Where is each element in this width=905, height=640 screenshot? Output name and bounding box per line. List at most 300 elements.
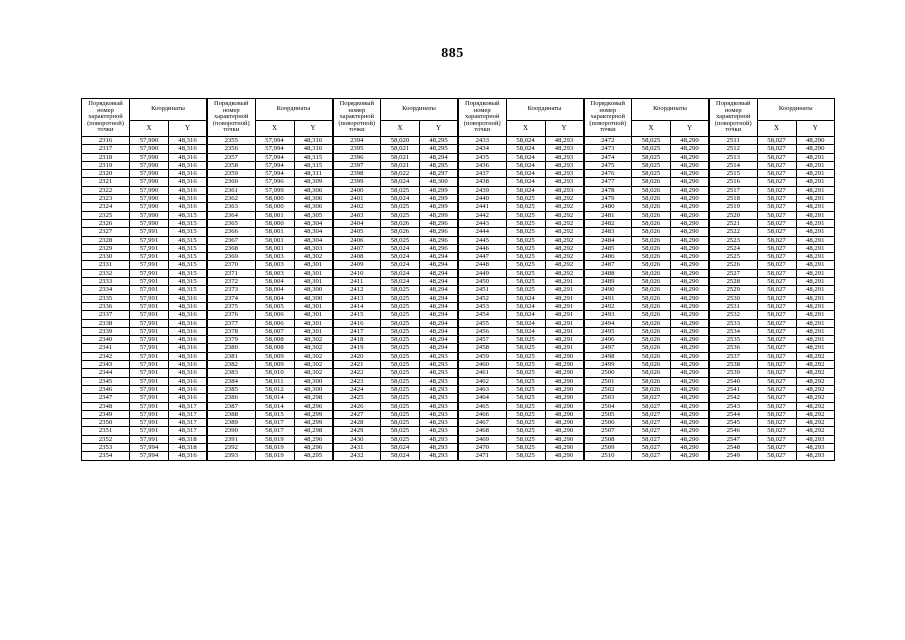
y-coordinate-cell: 48,316 bbox=[169, 352, 208, 360]
y-coordinate-cell: 48,290 bbox=[545, 369, 584, 377]
point-number-cell: 2511 bbox=[709, 137, 757, 145]
x-coordinate-cell: 58,024 bbox=[381, 443, 420, 451]
x-coordinate-cell: 58,024 bbox=[381, 261, 420, 269]
y-coordinate-cell: 48,306 bbox=[294, 186, 333, 194]
table-row bbox=[82, 261, 835, 269]
point-number-cell: 2458 bbox=[458, 344, 506, 352]
x-coordinate-cell: 58,015 bbox=[255, 410, 294, 418]
y-coordinate-cell: 48,317 bbox=[169, 419, 208, 427]
x-coordinate-cell: 57,991 bbox=[130, 319, 169, 327]
y-coordinate-cell: 48,309 bbox=[294, 178, 333, 186]
point-number-cell: 2536 bbox=[709, 344, 757, 352]
point-number-cell: 2345 bbox=[82, 377, 130, 385]
point-number-cell: 2404 bbox=[333, 219, 381, 227]
point-number-cell: 2352 bbox=[82, 435, 130, 443]
point-number-cell: 2548 bbox=[709, 443, 757, 451]
coordinates-table bbox=[81, 98, 835, 461]
y-coordinate-cell: 48,291 bbox=[545, 294, 584, 302]
y-coordinate-cell: 48,290 bbox=[545, 385, 584, 393]
y-coordinate-cell: 48,315 bbox=[169, 236, 208, 244]
point-number-cell: 2498 bbox=[584, 352, 632, 360]
x-coordinate-cell: 58,027 bbox=[757, 427, 796, 435]
x-coordinate-cell: 58,027 bbox=[757, 286, 796, 294]
y-coordinate-cell: 48,291 bbox=[545, 336, 584, 344]
y-coordinate-cell: 48,291 bbox=[545, 302, 584, 310]
y-coordinate-cell: 48,317 bbox=[169, 427, 208, 435]
table-row bbox=[82, 385, 835, 393]
point-number-cell: 2405 bbox=[333, 228, 381, 236]
y-coordinate-cell: 48,290 bbox=[671, 369, 710, 377]
y-coordinate-cell: 48,293 bbox=[545, 170, 584, 178]
point-number-cell: 2488 bbox=[584, 269, 632, 277]
x-coordinate-cell: 58,026 bbox=[632, 327, 671, 335]
point-number-cell: 2477 bbox=[584, 178, 632, 186]
x-coordinate-cell: 58,025 bbox=[506, 344, 545, 352]
table-row bbox=[82, 178, 835, 186]
y-coordinate-cell: 48,306 bbox=[294, 203, 333, 211]
y-coordinate-cell: 48,299 bbox=[294, 419, 333, 427]
x-coordinate-cell: 57,991 bbox=[130, 377, 169, 385]
x-coordinate-cell: 58,025 bbox=[381, 361, 420, 369]
x-coordinate-cell: 58,026 bbox=[381, 219, 420, 227]
point-number-cell: 2457 bbox=[458, 336, 506, 344]
point-number-cell: 2515 bbox=[709, 170, 757, 178]
y-coordinate-cell: 48,304 bbox=[294, 228, 333, 236]
x-coordinate-cell: 58,025 bbox=[381, 286, 420, 294]
x-coordinate-cell: 58,025 bbox=[506, 402, 545, 410]
point-number-cell: 2351 bbox=[82, 427, 130, 435]
y-coordinate-cell: 48,297 bbox=[420, 170, 459, 178]
point-number-cell: 2430 bbox=[333, 435, 381, 443]
point-number-cell: 2354 bbox=[82, 452, 130, 460]
y-coordinate-cell: 48,292 bbox=[545, 211, 584, 219]
x-coordinate-cell: 58,025 bbox=[506, 369, 545, 377]
point-number-cell: 2322 bbox=[82, 186, 130, 194]
y-coordinate-cell: 48,316 bbox=[169, 385, 208, 393]
y-coordinate-cell: 48,291 bbox=[796, 236, 835, 244]
y-coordinate-cell: 48,316 bbox=[169, 377, 208, 385]
point-number-cell: 2413 bbox=[333, 294, 381, 302]
point-number-cell: 2505 bbox=[584, 410, 632, 418]
y-coordinate-cell: 48,296 bbox=[420, 219, 459, 227]
y-coordinate-cell: 48,290 bbox=[671, 427, 710, 435]
x-coordinate-cell: 58,025 bbox=[381, 427, 420, 435]
point-number-cell: 2462 bbox=[458, 377, 506, 385]
x-coordinate-cell: 58,003 bbox=[255, 261, 294, 269]
y-coordinate-cell: 48,290 bbox=[671, 178, 710, 186]
y-coordinate-cell: 48,294 bbox=[420, 153, 459, 161]
point-number-cell: 2436 bbox=[458, 161, 506, 169]
y-coordinate-cell: 48,290 bbox=[671, 402, 710, 410]
point-number-cell: 2412 bbox=[333, 286, 381, 294]
y-coordinate-cell: 48,292 bbox=[545, 261, 584, 269]
y-coordinate-cell: 48,305 bbox=[294, 211, 333, 219]
y-coordinate-cell: 48,292 bbox=[545, 269, 584, 277]
point-number-cell: 2316 bbox=[82, 137, 130, 145]
x-coordinate-cell: 57,991 bbox=[130, 244, 169, 252]
x-coordinate-cell: 58,010 bbox=[255, 369, 294, 377]
point-number-cell: 2453 bbox=[458, 302, 506, 310]
y-coordinate-cell: 48,316 bbox=[169, 170, 208, 178]
y-coordinate-cell: 48,318 bbox=[169, 435, 208, 443]
y-coordinate-cell: 48,293 bbox=[420, 394, 459, 402]
x-coordinate-cell: 58,025 bbox=[381, 419, 420, 427]
point-number-cell: 2333 bbox=[82, 278, 130, 286]
point-number-cell: 2402 bbox=[333, 203, 381, 211]
y-coordinate-cell: 48,316 bbox=[169, 327, 208, 335]
point-number-cell: 2323 bbox=[82, 195, 130, 203]
y-coordinate-cell: 48,301 bbox=[294, 327, 333, 335]
table-row bbox=[82, 443, 835, 451]
point-number-cell: 2353 bbox=[82, 443, 130, 451]
y-coordinate-cell: 48,293 bbox=[796, 452, 835, 460]
x-coordinate-cell: 58,025 bbox=[632, 170, 671, 178]
y-coordinate-cell: 48,306 bbox=[294, 195, 333, 203]
y-coordinate-cell: 48,290 bbox=[671, 327, 710, 335]
y-coordinate-cell: 48,301 bbox=[294, 302, 333, 310]
point-number-cell: 2426 bbox=[333, 402, 381, 410]
y-coordinate-cell: 48,294 bbox=[420, 294, 459, 302]
y-coordinate-cell: 48,290 bbox=[671, 352, 710, 360]
x-coordinate-cell: 58,021 bbox=[381, 161, 420, 169]
y-coordinate-cell: 48,290 bbox=[671, 137, 710, 145]
point-number-cell: 2408 bbox=[333, 253, 381, 261]
point-number-cell: 2330 bbox=[82, 253, 130, 261]
y-coordinate-cell: 48,291 bbox=[545, 327, 584, 335]
y-coordinate-cell: 48,290 bbox=[671, 377, 710, 385]
x-coordinate-cell: 58,025 bbox=[381, 435, 420, 443]
x-coordinate-cell: 58,025 bbox=[632, 145, 671, 153]
y-coordinate-cell: 48,292 bbox=[545, 219, 584, 227]
x-coordinate-cell: 58,027 bbox=[757, 336, 796, 344]
point-number-header: Порядковый номер характерной (поворотной) точки bbox=[458, 99, 506, 137]
table-row bbox=[82, 369, 835, 377]
y-coordinate-cell: 48,315 bbox=[169, 219, 208, 227]
y-coordinate-cell: 48,291 bbox=[796, 253, 835, 261]
y-coordinate-cell: 48,291 bbox=[796, 286, 835, 294]
y-coordinate-cell: 48,316 bbox=[169, 344, 208, 352]
x-coordinate-cell: 58,027 bbox=[757, 261, 796, 269]
y-coordinate-cell: 48,290 bbox=[671, 286, 710, 294]
x-coordinate-cell: 58,024 bbox=[506, 153, 545, 161]
table-row bbox=[82, 170, 835, 178]
point-number-cell: 2428 bbox=[333, 419, 381, 427]
x-coordinate-cell: 57,990 bbox=[130, 203, 169, 211]
point-number-cell: 2438 bbox=[458, 178, 506, 186]
point-number-cell: 2545 bbox=[709, 419, 757, 427]
y-coordinate-cell: 48,316 bbox=[169, 186, 208, 194]
y-coordinate-cell: 48,290 bbox=[671, 228, 710, 236]
x-coordinate-cell: 58,026 bbox=[632, 211, 671, 219]
x-coordinate-cell: 57,991 bbox=[130, 286, 169, 294]
point-number-cell: 2337 bbox=[82, 311, 130, 319]
table-row bbox=[82, 145, 835, 153]
y-coordinate-cell: 48,292 bbox=[796, 394, 835, 402]
x-column-header: X bbox=[506, 121, 545, 137]
x-coordinate-cell: 58,001 bbox=[255, 228, 294, 236]
point-number-cell: 2431 bbox=[333, 443, 381, 451]
y-coordinate-cell: 48,290 bbox=[671, 269, 710, 277]
y-coordinate-cell: 48,315 bbox=[294, 161, 333, 169]
point-number-cell: 2549 bbox=[709, 452, 757, 460]
y-coordinate-cell: 48,315 bbox=[169, 286, 208, 294]
y-coordinate-cell: 48,290 bbox=[671, 435, 710, 443]
x-coordinate-cell: 57,991 bbox=[130, 253, 169, 261]
y-coordinate-cell: 48,302 bbox=[294, 336, 333, 344]
x-coordinate-cell: 58,012 bbox=[255, 385, 294, 393]
x-coordinate-cell: 57,994 bbox=[255, 153, 294, 161]
point-number-cell: 2523 bbox=[709, 236, 757, 244]
table-row bbox=[82, 186, 835, 194]
point-number-cell: 2358 bbox=[207, 161, 255, 169]
y-coordinate-cell: 48,301 bbox=[294, 278, 333, 286]
y-coordinate-cell: 48,290 bbox=[545, 452, 584, 460]
y-coordinate-cell: 48,316 bbox=[169, 178, 208, 186]
point-number-cell: 2339 bbox=[82, 327, 130, 335]
point-number-cell: 2479 bbox=[584, 195, 632, 203]
x-coordinate-cell: 58,027 bbox=[757, 145, 796, 153]
x-coordinate-cell: 58,027 bbox=[757, 153, 796, 161]
x-coordinate-cell: 58,026 bbox=[632, 219, 671, 227]
point-number-cell: 2342 bbox=[82, 352, 130, 360]
point-number-cell: 2472 bbox=[584, 137, 632, 145]
point-number-cell: 2476 bbox=[584, 170, 632, 178]
point-number-cell: 2530 bbox=[709, 294, 757, 302]
y-coordinate-cell: 48,292 bbox=[796, 369, 835, 377]
point-number-cell: 2379 bbox=[207, 336, 255, 344]
x-coordinate-cell: 58,025 bbox=[506, 269, 545, 277]
x-coordinate-cell: 58,008 bbox=[255, 336, 294, 344]
y-coordinate-cell: 48,293 bbox=[545, 186, 584, 194]
point-number-cell: 2460 bbox=[458, 361, 506, 369]
point-number-cell: 2531 bbox=[709, 302, 757, 310]
point-number-cell: 2465 bbox=[458, 402, 506, 410]
point-number-cell: 2381 bbox=[207, 352, 255, 360]
y-coordinate-cell: 48,292 bbox=[545, 253, 584, 261]
point-number-cell: 2507 bbox=[584, 427, 632, 435]
y-coordinate-cell: 48,290 bbox=[671, 294, 710, 302]
y-coordinate-cell: 48,290 bbox=[671, 153, 710, 161]
point-number-cell: 2392 bbox=[207, 443, 255, 451]
x-coordinate-cell: 58,027 bbox=[757, 319, 796, 327]
point-number-cell: 2496 bbox=[584, 336, 632, 344]
y-coordinate-cell: 48,291 bbox=[796, 278, 835, 286]
y-coordinate-cell: 48,290 bbox=[671, 344, 710, 352]
y-coordinate-cell: 48,290 bbox=[671, 236, 710, 244]
x-coordinate-cell: 58,026 bbox=[632, 278, 671, 286]
point-number-cell: 2425 bbox=[333, 394, 381, 402]
x-coordinate-cell: 58,025 bbox=[632, 161, 671, 169]
point-number-cell: 2538 bbox=[709, 361, 757, 369]
x-coordinate-cell: 58,025 bbox=[381, 336, 420, 344]
y-coordinate-cell: 48,292 bbox=[796, 385, 835, 393]
x-coordinate-cell: 58,027 bbox=[757, 361, 796, 369]
y-coordinate-cell: 48,290 bbox=[545, 394, 584, 402]
y-coordinate-cell: 48,290 bbox=[671, 261, 710, 269]
y-coordinate-cell: 48,290 bbox=[671, 253, 710, 261]
x-coordinate-cell: 58,026 bbox=[632, 186, 671, 194]
point-number-cell: 2521 bbox=[709, 219, 757, 227]
table-row bbox=[82, 377, 835, 385]
x-coordinate-cell: 57,990 bbox=[130, 186, 169, 194]
x-coordinate-cell: 57,991 bbox=[130, 361, 169, 369]
y-coordinate-cell: 48,316 bbox=[294, 145, 333, 153]
y-coordinate-cell: 48,315 bbox=[169, 244, 208, 252]
y-coordinate-cell: 48,291 bbox=[796, 244, 835, 252]
point-number-cell: 2420 bbox=[333, 352, 381, 360]
point-number-cell: 2424 bbox=[333, 385, 381, 393]
x-coordinate-cell: 57,991 bbox=[130, 369, 169, 377]
y-coordinate-cell: 48,302 bbox=[294, 253, 333, 261]
point-number-cell: 2422 bbox=[333, 369, 381, 377]
table-row bbox=[82, 153, 835, 161]
x-coordinate-cell: 58,025 bbox=[381, 369, 420, 377]
y-coordinate-cell: 48,316 bbox=[169, 311, 208, 319]
x-coordinate-cell: 58,025 bbox=[506, 410, 545, 418]
y-coordinate-cell: 48,301 bbox=[294, 319, 333, 327]
point-number-cell: 2461 bbox=[458, 369, 506, 377]
x-coordinate-cell: 58,027 bbox=[757, 244, 796, 252]
point-number-cell: 2334 bbox=[82, 286, 130, 294]
point-number-cell: 2397 bbox=[333, 161, 381, 169]
y-coordinate-cell: 48,299 bbox=[420, 203, 459, 211]
x-coordinate-cell: 58,026 bbox=[632, 302, 671, 310]
y-coordinate-cell: 48,293 bbox=[545, 178, 584, 186]
y-coordinate-cell: 48,316 bbox=[169, 137, 208, 145]
point-number-cell: 2320 bbox=[82, 170, 130, 178]
x-coordinate-cell: 58,024 bbox=[506, 319, 545, 327]
y-coordinate-cell: 48,290 bbox=[545, 443, 584, 451]
point-number-cell: 2418 bbox=[333, 336, 381, 344]
point-number-cell: 2390 bbox=[207, 427, 255, 435]
point-number-cell: 2448 bbox=[458, 261, 506, 269]
x-coordinate-cell: 58,026 bbox=[632, 228, 671, 236]
point-number-cell: 2321 bbox=[82, 178, 130, 186]
y-coordinate-cell: 48,292 bbox=[796, 419, 835, 427]
table-row bbox=[82, 452, 835, 460]
x-coordinate-cell: 58,025 bbox=[506, 336, 545, 344]
x-coordinate-cell: 58,027 bbox=[757, 294, 796, 302]
y-coordinate-cell: 48,294 bbox=[420, 311, 459, 319]
point-number-cell: 2396 bbox=[333, 153, 381, 161]
x-coordinate-cell: 58,027 bbox=[757, 278, 796, 286]
point-number-cell: 2347 bbox=[82, 394, 130, 402]
point-number-cell: 2516 bbox=[709, 178, 757, 186]
y-coordinate-cell: 48,293 bbox=[420, 361, 459, 369]
y-coordinate-cell: 48,316 bbox=[169, 394, 208, 402]
point-number-header: Порядковый номер характерной (поворотной) точки bbox=[333, 99, 381, 137]
x-coordinate-cell: 58,027 bbox=[757, 443, 796, 451]
table-row bbox=[82, 394, 835, 402]
x-coordinate-cell: 58,025 bbox=[381, 394, 420, 402]
point-number-cell: 2543 bbox=[709, 402, 757, 410]
point-number-cell: 2377 bbox=[207, 319, 255, 327]
y-coordinate-cell: 48,292 bbox=[545, 228, 584, 236]
x-coordinate-cell: 58,027 bbox=[757, 410, 796, 418]
x-coordinate-cell: 58,027 bbox=[757, 352, 796, 360]
x-coordinate-cell: 58,019 bbox=[255, 452, 294, 460]
x-coordinate-cell: 58,005 bbox=[255, 302, 294, 310]
point-number-cell: 2421 bbox=[333, 361, 381, 369]
y-coordinate-cell: 48,291 bbox=[545, 319, 584, 327]
point-number-cell: 2459 bbox=[458, 352, 506, 360]
table-row bbox=[82, 253, 835, 261]
y-coordinate-cell: 48,316 bbox=[169, 302, 208, 310]
point-number-cell: 2370 bbox=[207, 261, 255, 269]
x-coordinate-cell: 58,025 bbox=[506, 203, 545, 211]
y-coordinate-cell: 48,316 bbox=[169, 369, 208, 377]
x-coordinate-cell: 58,026 bbox=[632, 311, 671, 319]
point-number-cell: 2326 bbox=[82, 219, 130, 227]
x-coordinate-cell: 57,994 bbox=[130, 443, 169, 451]
y-coordinate-cell: 48,292 bbox=[796, 377, 835, 385]
table-row bbox=[82, 352, 835, 360]
point-number-cell: 2433 bbox=[458, 137, 506, 145]
x-coordinate-cell: 58,001 bbox=[255, 244, 294, 252]
y-coordinate-cell: 48,291 bbox=[796, 219, 835, 227]
point-number-cell: 2415 bbox=[333, 311, 381, 319]
x-coordinate-cell: 57,991 bbox=[130, 394, 169, 402]
y-coordinate-cell: 48,298 bbox=[294, 394, 333, 402]
x-column-header: X bbox=[130, 121, 169, 137]
coordinates-header: Координаты bbox=[255, 99, 333, 121]
point-number-cell: 2432 bbox=[333, 452, 381, 460]
point-number-header: Порядковый номер характерной (поворотной) точки bbox=[584, 99, 632, 137]
point-number-cell: 2327 bbox=[82, 228, 130, 236]
point-number-cell: 2452 bbox=[458, 294, 506, 302]
x-coordinate-cell: 58,011 bbox=[255, 377, 294, 385]
point-number-cell: 2389 bbox=[207, 419, 255, 427]
y-coordinate-cell: 48,291 bbox=[796, 186, 835, 194]
point-number-cell: 2393 bbox=[207, 452, 255, 460]
y-coordinate-cell: 48,315 bbox=[169, 228, 208, 236]
x-coordinate-cell: 58,026 bbox=[632, 253, 671, 261]
x-coordinate-cell: 58,001 bbox=[255, 236, 294, 244]
x-coordinate-cell: 58,025 bbox=[506, 443, 545, 451]
point-number-cell: 2482 bbox=[584, 219, 632, 227]
table-row bbox=[82, 302, 835, 310]
table-row bbox=[82, 435, 835, 443]
y-coordinate-cell: 48,290 bbox=[671, 361, 710, 369]
x-coordinate-cell: 58,027 bbox=[757, 178, 796, 186]
table-row bbox=[82, 294, 835, 302]
y-coordinate-cell: 48,304 bbox=[294, 236, 333, 244]
point-number-cell: 2318 bbox=[82, 153, 130, 161]
x-coordinate-cell: 58,026 bbox=[632, 385, 671, 393]
y-coordinate-cell: 48,299 bbox=[294, 410, 333, 418]
point-number-cell: 2317 bbox=[82, 145, 130, 153]
point-number-header: Порядковый номер характерной (поворотной) точки bbox=[82, 99, 130, 137]
point-number-header: Порядковый номер характерной (поворотной) точки bbox=[207, 99, 255, 137]
x-coordinate-cell: 58,027 bbox=[757, 236, 796, 244]
x-coordinate-cell: 58,027 bbox=[757, 452, 796, 460]
y-coordinate-cell: 48,296 bbox=[294, 402, 333, 410]
y-coordinate-cell: 48,293 bbox=[420, 435, 459, 443]
y-coordinate-cell: 48,291 bbox=[796, 178, 835, 186]
point-number-cell: 2384 bbox=[207, 377, 255, 385]
point-number-cell: 2440 bbox=[458, 195, 506, 203]
x-coordinate-cell: 58,000 bbox=[255, 203, 294, 211]
x-coordinate-cell: 58,024 bbox=[506, 302, 545, 310]
point-number-cell: 2401 bbox=[333, 195, 381, 203]
x-coordinate-cell: 57,990 bbox=[130, 219, 169, 227]
x-coordinate-cell: 58,025 bbox=[381, 352, 420, 360]
x-coordinate-cell: 58,026 bbox=[632, 261, 671, 269]
y-coordinate-cell: 48,290 bbox=[671, 161, 710, 169]
point-number-cell: 2524 bbox=[709, 244, 757, 252]
point-number-cell: 2319 bbox=[82, 161, 130, 169]
point-number-cell: 2493 bbox=[584, 311, 632, 319]
